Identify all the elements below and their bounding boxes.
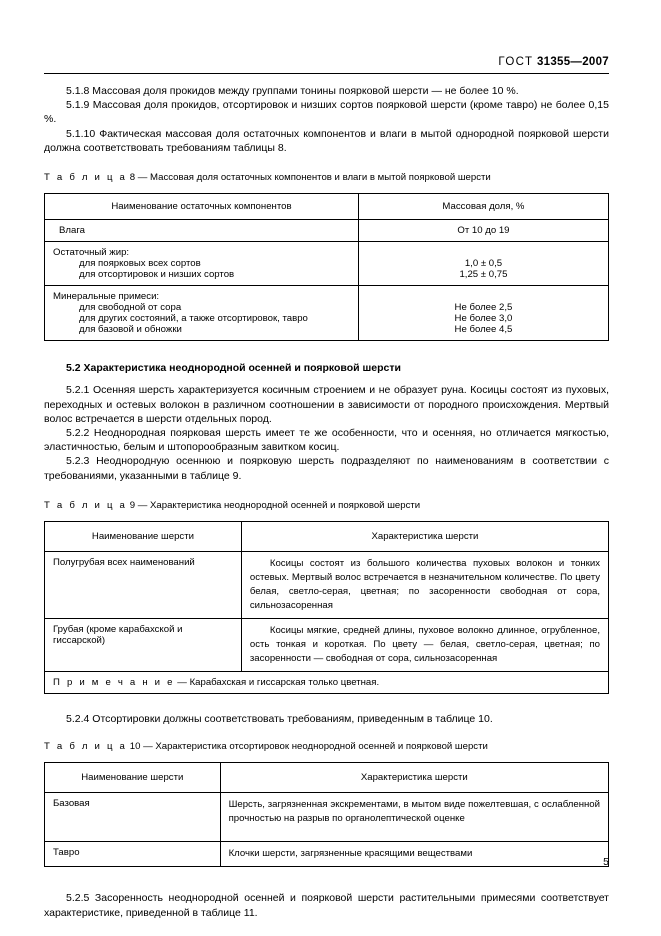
standard-word: ГОСТ <box>498 56 534 68</box>
table-8-row2-title: Остаточный жир: <box>53 247 130 259</box>
table-8-row2-sub2: для отсортировок и низших сортов <box>79 269 235 281</box>
table-row <box>45 793 609 842</box>
table-10-row1-characteristic: Шерсть, загрязненная экскрементами, в мытом виде пожелтевшая, с ослабленной прочностью на разрыв по органолептической оценке <box>220 793 608 842</box>
table-8-header-value: Массовая доля, % <box>358 194 608 220</box>
table-row <box>45 552 609 619</box>
clause-5-2-4: 5.2.4 Отсортировки должны соответствовать требованиям, приведенным в таблице 10. <box>66 713 493 726</box>
table-8-row3-value1: Не более 2,5 <box>454 302 513 314</box>
table-8-header-name: Наименование остаточных компонентов <box>45 194 359 220</box>
table-10-caption <box>44 740 609 754</box>
table-10-row2-characteristic: Клочки шерсти, загрязненные красящими веществами <box>220 842 608 867</box>
table-10-caption-text: 10 — Характеристика отсортировок неоднородной осенней и поярковой шерсти <box>129 741 488 753</box>
table-9-row2-name: Грубая (кроме карабахской и гиссарской) <box>45 619 242 672</box>
table-row <box>45 619 609 672</box>
table-10-header-characteristic: Характеристика шерсти <box>220 763 608 793</box>
table-8-row3-value2: Не более 3,0 <box>454 313 513 325</box>
clause-5-2-5: 5.2.5 Засоренность неоднородной осенней и поярковой шерсти растительными примесями соответствует характеристике, приведенной в таблице 11. <box>44 892 609 919</box>
table-9-header-name: Наименование шерсти <box>45 522 242 552</box>
table-8-row1-value: От 10 до 19 <box>358 220 608 242</box>
table-row <box>45 220 609 242</box>
table-9-row1-name: Полугрубая всех наименований <box>45 552 242 619</box>
table-9-note-word: П р и м е ч а н и е <box>53 677 175 689</box>
table-row <box>45 842 609 867</box>
table-9-note-row <box>45 672 609 694</box>
table-8-row2-values <box>358 242 608 286</box>
table-8-row2-sub1: для поярковых всех сортов <box>79 258 201 270</box>
section-heading-5-2: 5.2 Характеристика неоднородной осенней и поярковой шерсти <box>66 362 401 375</box>
standard-number: 31355—2007 <box>536 56 609 68</box>
table-9-caption-text: 9 — Характеристика неоднородной осенней и поярковой шерсти <box>129 499 421 511</box>
table-8 <box>44 193 609 341</box>
table-10-caption-word: Т а б л и ц а <box>44 741 128 753</box>
table-8-row2-value2: 1,25 ± 0,75 <box>459 269 508 281</box>
clause-5-2-3: 5.2.3 Неоднородную осеннюю и поярковую шерсть подразделяют по наименованиям в соответствии с требованиями, указанными в таблице 9. <box>44 455 609 482</box>
table-row <box>45 286 609 341</box>
table-9-header-characteristic: Характеристика шерсти <box>241 522 608 552</box>
table-8-row3-values <box>358 286 608 341</box>
page-number: 5 <box>603 856 609 868</box>
table-8-caption <box>44 171 609 185</box>
table-8-row3-value3: Не более 4,5 <box>454 324 513 336</box>
table-9-caption <box>44 499 609 513</box>
table-10-header-name: Наименование шерсти <box>45 763 221 793</box>
clause-5-1-9: 5.1.9 Массовая доля прокидов, отсортировок и низших сортов поярковой шерсти (кроме тавро) не более 0,15 %. <box>44 99 609 126</box>
table-8-header-row <box>45 194 609 220</box>
clause-5-1-8: 5.1.8 Массовая доля прокидов между группами тонины поярковой шерсти — не более 10 %. <box>66 85 519 97</box>
table-8-row2-names <box>45 242 359 286</box>
clause-5-2-2: 5.2.2 Неоднородная поярковая шерсть имеет те же особенности, что и осенняя, но отличается мягкостью, эластичностью, белым и штопорообразным завитком косиц. <box>44 427 609 454</box>
table-9-note-text: — Карабахская и гиссарская только цветная. <box>174 677 380 689</box>
clause-5-1-10: 5.1.10 Фактическая массовая доля остаточных компонентов и влаги в мытой однородной поярковой шерсти должна соответствовать требованиям таблицы 8. <box>44 127 609 154</box>
page-header <box>498 56 609 68</box>
table-8-row3-value0 <box>367 291 600 302</box>
table-9-row2-characteristic: Косицы мягкие, средней длины, пуховое волокно длинное, огрубленное, ость тонкая и короткая. По цвету — белая, светло-серая, цветная; по засоренности — свободная от сора, сильнозасоренная <box>241 619 608 672</box>
table-8-caption-text: 8 — Массовая доля остаточных компонентов и влаги в мытой поярковой шерсти <box>129 172 491 184</box>
table-10 <box>44 762 609 867</box>
table-8-row3-sub1: для свободной от сора <box>79 302 182 314</box>
table-8-row3-names <box>45 286 359 341</box>
table-8-row1-name: Влага <box>45 220 359 242</box>
table-9-caption-word: Т а б л и ц а <box>44 499 128 511</box>
table-9-note <box>45 672 609 694</box>
table-9-header-row <box>45 522 609 552</box>
table-8-row3-title: Минеральные примеси: <box>53 291 160 303</box>
table-10-header-row <box>45 763 609 793</box>
table-10-row2-name: Тавро <box>45 842 221 867</box>
table-8-row3-sub2: для других состояний, а также отсортировок, тавро <box>79 313 308 325</box>
table-row <box>45 242 609 286</box>
header-divider <box>44 73 609 74</box>
table-8-row2-value0 <box>367 247 600 258</box>
table-8-row3-sub3: для базовой и обножки <box>79 324 182 336</box>
table-8-row2-value1: 1,0 ± 0,5 <box>464 258 503 270</box>
clause-5-2-1: 5.2.1 Осенняя шерсть характеризуется косичным строением и не образует руна. Косицы состоят из пуховых, переходных и остевых волокон в различном соотношении в зависимости от породного происхождения. Мертвый волос встречается в шерсти отдельных пород. <box>44 384 609 425</box>
table-8-caption-word: Т а б л и ц а <box>44 172 128 184</box>
table-10-row1-name: Базовая <box>45 793 221 842</box>
document-body <box>44 84 609 920</box>
table-9 <box>44 521 609 694</box>
table-9-row1-characteristic: Косицы состоят из большого количества пуховых волокон и тонких остевых. Мертвый волос встречается в незначительном количестве. По цвету белая, светло-серая, цветная; по засоренности свободная от сора, сильнозасоренная <box>241 552 608 619</box>
